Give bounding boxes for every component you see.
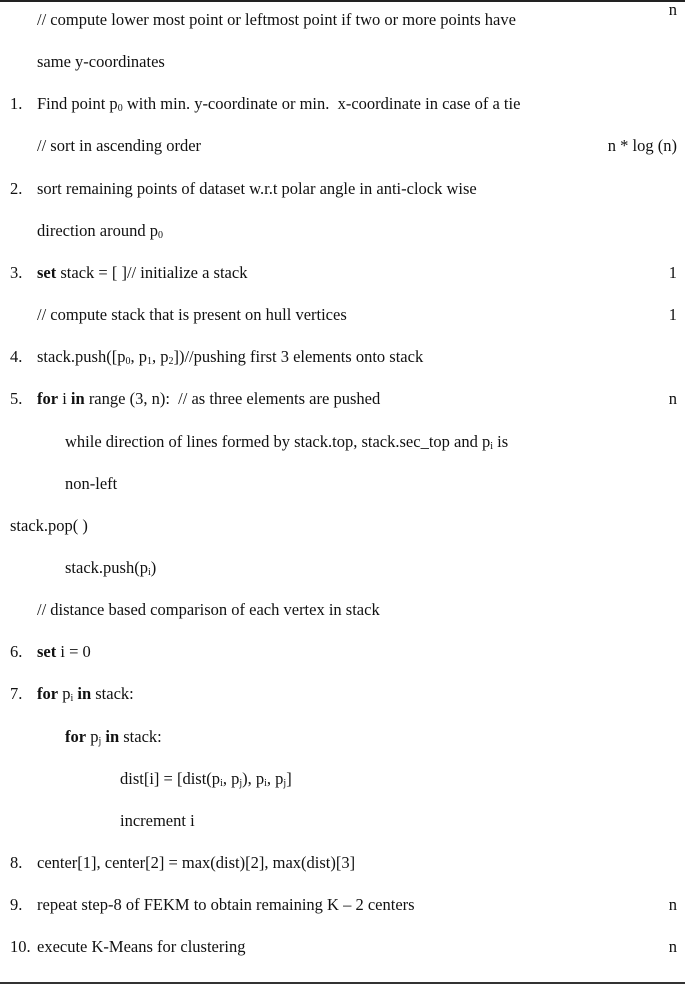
step-text: Find point $p_0$ with min. y-coordinate or min. x-coordinate in case of a tie bbox=[37, 94, 521, 115]
complexity-cost: n * log (n) bbox=[607, 136, 677, 156]
step-text: sort remaining points of dataset w.r.t polar angle in anti-clock wise bbox=[37, 178, 477, 198]
step-text: non-left bbox=[65, 473, 118, 493]
step-text: for i in range (3, n): // as three elements are pushed bbox=[37, 389, 381, 409]
step-text: $stack.push([p_0$, $p_1$, $p_2])/$/pushing first 3 elements onto stack bbox=[37, 347, 424, 368]
algorithm-line bbox=[0, 177, 685, 201]
algorithm-line bbox=[0, 851, 685, 875]
algorithm-line bbox=[0, 556, 685, 580]
step-number: 4. bbox=[10, 347, 23, 367]
step-text: $stack.push(p_i)$ bbox=[65, 557, 157, 578]
algorithm-line bbox=[0, 0, 685, 32]
algorithm-line bbox=[0, 92, 685, 116]
algorithm-line bbox=[0, 387, 685, 411]
step-number: 7. bbox=[10, 684, 23, 704]
algorithm-line bbox=[0, 640, 685, 664]
step-number: 8. bbox=[10, 853, 23, 872]
step-text: set i = 0 bbox=[37, 642, 91, 662]
algorithm-line bbox=[0, 472, 685, 496]
step-number: 6. bbox=[10, 642, 23, 662]
algorithm-line bbox=[0, 893, 685, 917]
step-text: for $p_j$ in stack: bbox=[65, 726, 162, 747]
step-text: repeat step-8 of FEKM to obtain remaining K – 2 centers bbox=[37, 895, 415, 915]
complexity-cost: 1 bbox=[668, 262, 677, 282]
algorithm-line bbox=[0, 134, 685, 158]
algorithm-line bbox=[0, 767, 685, 791]
table-top-rule bbox=[0, 0, 685, 2]
step-number: 5. bbox=[10, 389, 23, 409]
step-text: while direction of lines formed by stack.top, stack.sec_top and $p_i$ is bbox=[65, 431, 509, 452]
step-text: increment i bbox=[120, 810, 195, 830]
algorithm-line bbox=[0, 50, 685, 74]
step-number: 1. bbox=[10, 94, 23, 114]
algorithm-line bbox=[0, 219, 685, 243]
step-text: // compute lower most point or leftmost point if two or more points have bbox=[37, 10, 516, 29]
algorithm-line bbox=[0, 261, 685, 285]
step-number: 9. bbox=[10, 895, 23, 915]
step-text: for $p_i$ in stack: bbox=[37, 684, 134, 705]
step-text: center[1], center[2] = max(dist)[2], max(dist)[3] bbox=[37, 853, 356, 872]
complexity-cost: 1 bbox=[668, 305, 677, 325]
step-text: stack.pop( ) bbox=[10, 515, 88, 535]
algorithm-line bbox=[0, 725, 685, 749]
step-text: direction around $p_0$ bbox=[37, 220, 163, 241]
step-text: dist[i] = [$dist(p_i$, $p_j$), $p_i$, $p_j$] bbox=[120, 768, 292, 789]
step-text: // sort in ascending order bbox=[37, 136, 202, 156]
algorithm-line bbox=[0, 682, 685, 706]
complexity-cost: n bbox=[668, 895, 677, 915]
algorithm-line bbox=[0, 935, 685, 959]
step-text: same y-coordinates bbox=[37, 52, 165, 72]
algorithm-line bbox=[0, 430, 685, 454]
algorithm-line bbox=[0, 303, 685, 327]
step-number: 10. bbox=[10, 937, 31, 957]
step-text: // distance based comparison of each vertex in stack bbox=[37, 600, 380, 620]
algorithm-line bbox=[0, 345, 685, 369]
step-number: 2. bbox=[10, 178, 23, 198]
complexity-cost: n bbox=[668, 0, 677, 19]
complexity-cost: n bbox=[668, 937, 677, 957]
step-text: // compute stack that is present on hull vertices bbox=[37, 305, 347, 325]
algorithm-line bbox=[0, 514, 685, 538]
algorithm-line bbox=[0, 809, 685, 833]
step-text: execute K-Means for clustering bbox=[37, 937, 246, 957]
step-text: set stack = [ ]// initialize a stack bbox=[37, 262, 248, 282]
complexity-cost: n bbox=[668, 389, 677, 409]
algorithm-line bbox=[0, 598, 685, 622]
step-number: 3. bbox=[10, 262, 23, 282]
